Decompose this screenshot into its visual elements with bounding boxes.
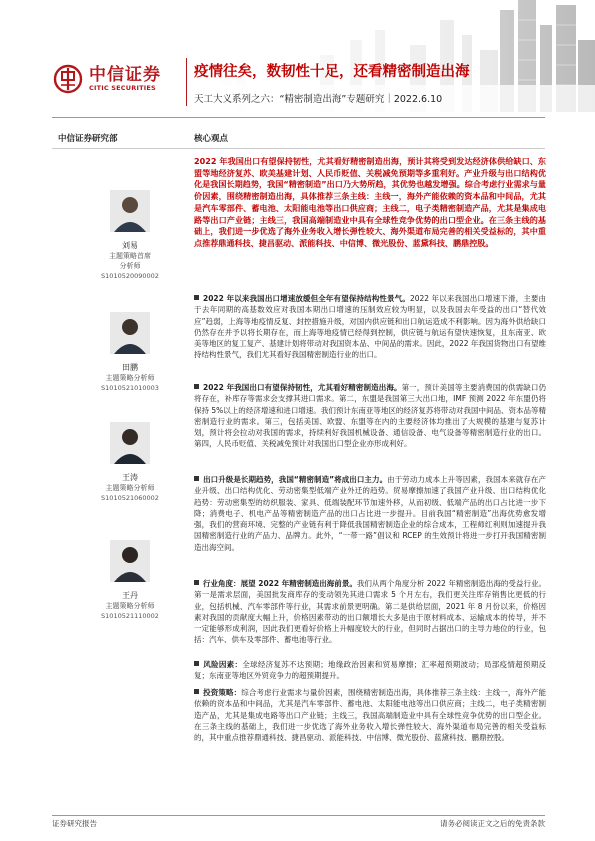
core-views-heading: 核心观点 [194,134,229,144]
analyst-photo [110,540,150,582]
research-dept-label: 中信证券研究部 [58,134,118,144]
analyst-cert: S1010521010003 [101,384,159,392]
analyst-name: 刘易 [122,241,138,250]
analyst-name: 王涛 [122,473,138,482]
analyst-photo [110,190,150,232]
citic-logo [53,64,161,94]
bullet-square-icon [194,295,199,300]
bullet-square-icon [194,384,199,389]
analyst-role-2: 分析师 [119,262,141,270]
analyst-role: 主题策略分析师 [105,602,155,610]
analyst-cert: S1010521060002 [101,494,159,502]
header-rule [52,117,545,118]
analyst-role: 主题策略分析师 [105,484,155,492]
paragraph-text: 第一，预计美国等主要消费国的供需缺口仍将存在，补库存等需求会支撑其进口需求。第二，东盟是我国第三大出口地，IMF 预测 2022 年东盟仍将保持 5%以上的经济增速和进口增速。我们预计东南亚等地区的经济复苏将带动对我国中间品、资本品等精密制造行业的需求。第三，包括美国、欧盟、东盟等在内的主要经济体均推出了大规模的基建与复苏计划，预计将会拉动对我国的需求，持续利好我国机械设备、通信设备、电气设备等精密制造行业的出口。第四，人民币贬值、关税减免预计对我国出口型企业亦形成利好。 [194,383,547,449]
body-paragraph [194,687,546,743]
citic-logo-icon [53,64,83,94]
paragraph-lead: 2022 年以来我国出口增速放缓但全年有望保持结构性景气。 [203,294,410,303]
paragraph-lead: 行业角度：展望 2022 年精密制造出海前景。 [203,579,357,588]
footer-disclaimer: 请务必阅读正文之后的免责条款 [440,819,545,828]
paragraph-text: 由于劳动力成本上升等因素，我国本来就存在产业升级、出口结构优化、劳动密集型低端产业外迁的趋势。贸易摩擦加速了我国产业升级、出口结构优化趋势：劳动密集型的纺织服装、家具、低端装配环节加速外移，从而初级、低端产品的出口占比进一步下降；消费电子、机电产品等精密制造产品的出口占比进一步提升。目前我国“精密制造”出海优势愈发增强，我们的营商环境、完整的产业链有利于降低我国精密制造企业的综合成本，工程师红利则加速提升我国精密制造行业的产品力、品牌力。此外，“一带一路”倡议和 RCEP 的生效预计将进一步打开我国精密制造出海空间。 [194,475,547,552]
paragraph-text: 全球经济复苏不达预期；地缘政治因素和贸易摩擦；汇率超预期波动；局部疫情超预期反复；东南亚等地区外贸竞争力的超预期提升。 [194,660,547,681]
analyst-cert: S1010521110002 [101,612,159,620]
analyst-card [70,540,190,621]
bullet-square-icon [194,689,199,694]
analyst-role: 主题策略分析师 [105,374,155,382]
section-rule [52,148,545,149]
paragraph-lead: 风险因素： [203,660,243,669]
paragraph-text: 2022 年以来我国出口增速下滑，主要由于去年同期的高基数效应对我国本期出口增速的压制效应较为明显，以及我国去年受益的出口“替代效应”趋弱，上海等地疫情反复、封控措施升级，对国内供应链和出口航运造成不利影响。因为海外供给缺口仍然存在并予以将长期存在，而上海等地疫情已经得到控制，供应链与航运有望快速恢复，且东南亚、欧美等地区的复工复产、基建计划将带动对我国资本品、中间品的需求。因此，2022 年我国货物出口有望维持结构性景气，我们尤其看好我国精密制造行业的出口。 [194,294,546,360]
analyst-card [70,312,190,393]
summary-paragraph: 2022 年我国出口有望保持韧性，尤其看好精密制造出海，预计其将受到发达经济体供给缺口、东盟等地经济复苏、欧美基建计划、人民币贬值、关税减免预期等多重利好。产业升级与出口结构优化是我国长期趋势，我国“精密制造”出口乃大势所趋，其优势也越发增强。综合考虑行业需求与量价因素，围绕精密制造出海，具体推荐三条主线：主线一，海外产能依赖的资本品和中间品，尤其是汽车零部件、蓄电池、太阳能电池等出口供应商；主线二，电子类精密制造产品，尤其是集成电路等出口产业链；主线三，我国高端制造业中具有全球性竞争优势的出口型企业。在三条主线的基础上，我们进一步优选了海外业务收入增长弹性较大、海外渠道布局完善的相关受益标的，其中重点推荐鼎通科技、捷昌驱动、派能科技、中信博、微光股份、蓝黛科技、鹏鼎控股。 [194,156,546,248]
paragraph-lead: 2022 年我国出口有望保持韧性，尤其看好精密制造出海。 [203,383,402,392]
footer-rule [52,815,545,816]
bullet-square-icon [194,580,199,585]
analyst-name: 田鹏 [122,363,138,372]
paragraph-text: 综合考虑行业需求与量价因素，围绕精密制造出海，具体推荐三条主线：主线一，海外产能依赖的资本品和中间品，尤其是汽车零部件、蓄电池、太阳能电池等出口供应商；主线二，电子类精密制造产品，尤其是集成电路等出口产业链；主线三，我国高端制造业中具有全球性竞争优势的出口型企业。在三条主线的基础上，我们进一步优选了海外业务收入增长弹性较大、海外渠道布局完善的相关受益标的，其中重点推荐鼎通科技、捷昌驱动、派能科技、中信博、微光股份、蓝黛科技、鹏鼎控股。 [194,688,546,743]
analyst-role: 主题策略首席 [109,252,151,260]
paragraph-lead: 投资策略： [203,688,242,697]
header-divider [186,58,187,106]
body-paragraph [194,659,546,682]
analyst-card [70,422,190,503]
report-header [0,0,595,112]
paragraph-lead: 出口升级是长期趋势，我国“精密制造”将成出口主力。 [203,475,388,484]
analyst-card [70,190,190,281]
paragraph-text: 我们从两个角度分析 2022 年精密制造出海的受益行业。第一是需求层面，美国批发商库存的变动领先其进口需求 5 个月左右，我们更关注库存销售比更低的行业，包括机械、汽车零部件等行业，其需求前景更明确。第二是供给层面，2021 年 8 月份以来，价格因素对我国的贡献度大幅上升，价格因素带动的出口额增长大多是由于原材料成本、运输成本的传导，并不一定能够形成利润，因此我们更看好价格上升幅度较大的行业，但同时占据出口的主导力地位的行业，包括：汽车、供车及零部件、蓄电池等行业。 [194,579,546,645]
body-paragraph [194,293,546,361]
body-paragraph [194,474,546,553]
body-paragraph [194,578,546,646]
logo-cn-text: 中信证券 [89,64,161,85]
analyst-photo [110,312,150,354]
logo-en-text: CITIC SECURITIES [89,83,156,92]
analyst-name: 王丹 [122,591,138,600]
analyst-photo [110,422,150,464]
analyst-cert: S1010520090002 [101,272,159,280]
footer-report-type: 证券研究报告 [52,819,97,828]
bullet-square-icon [194,661,199,666]
report-subtitle: 天工大义系列之六：“精密制造出海”专题研究｜2022.6.10 [194,94,443,105]
bullet-square-icon [194,476,199,481]
report-title: 疫情往矣，数韧性十足，还看精密制造出海 [194,64,470,80]
body-paragraph [194,382,546,450]
